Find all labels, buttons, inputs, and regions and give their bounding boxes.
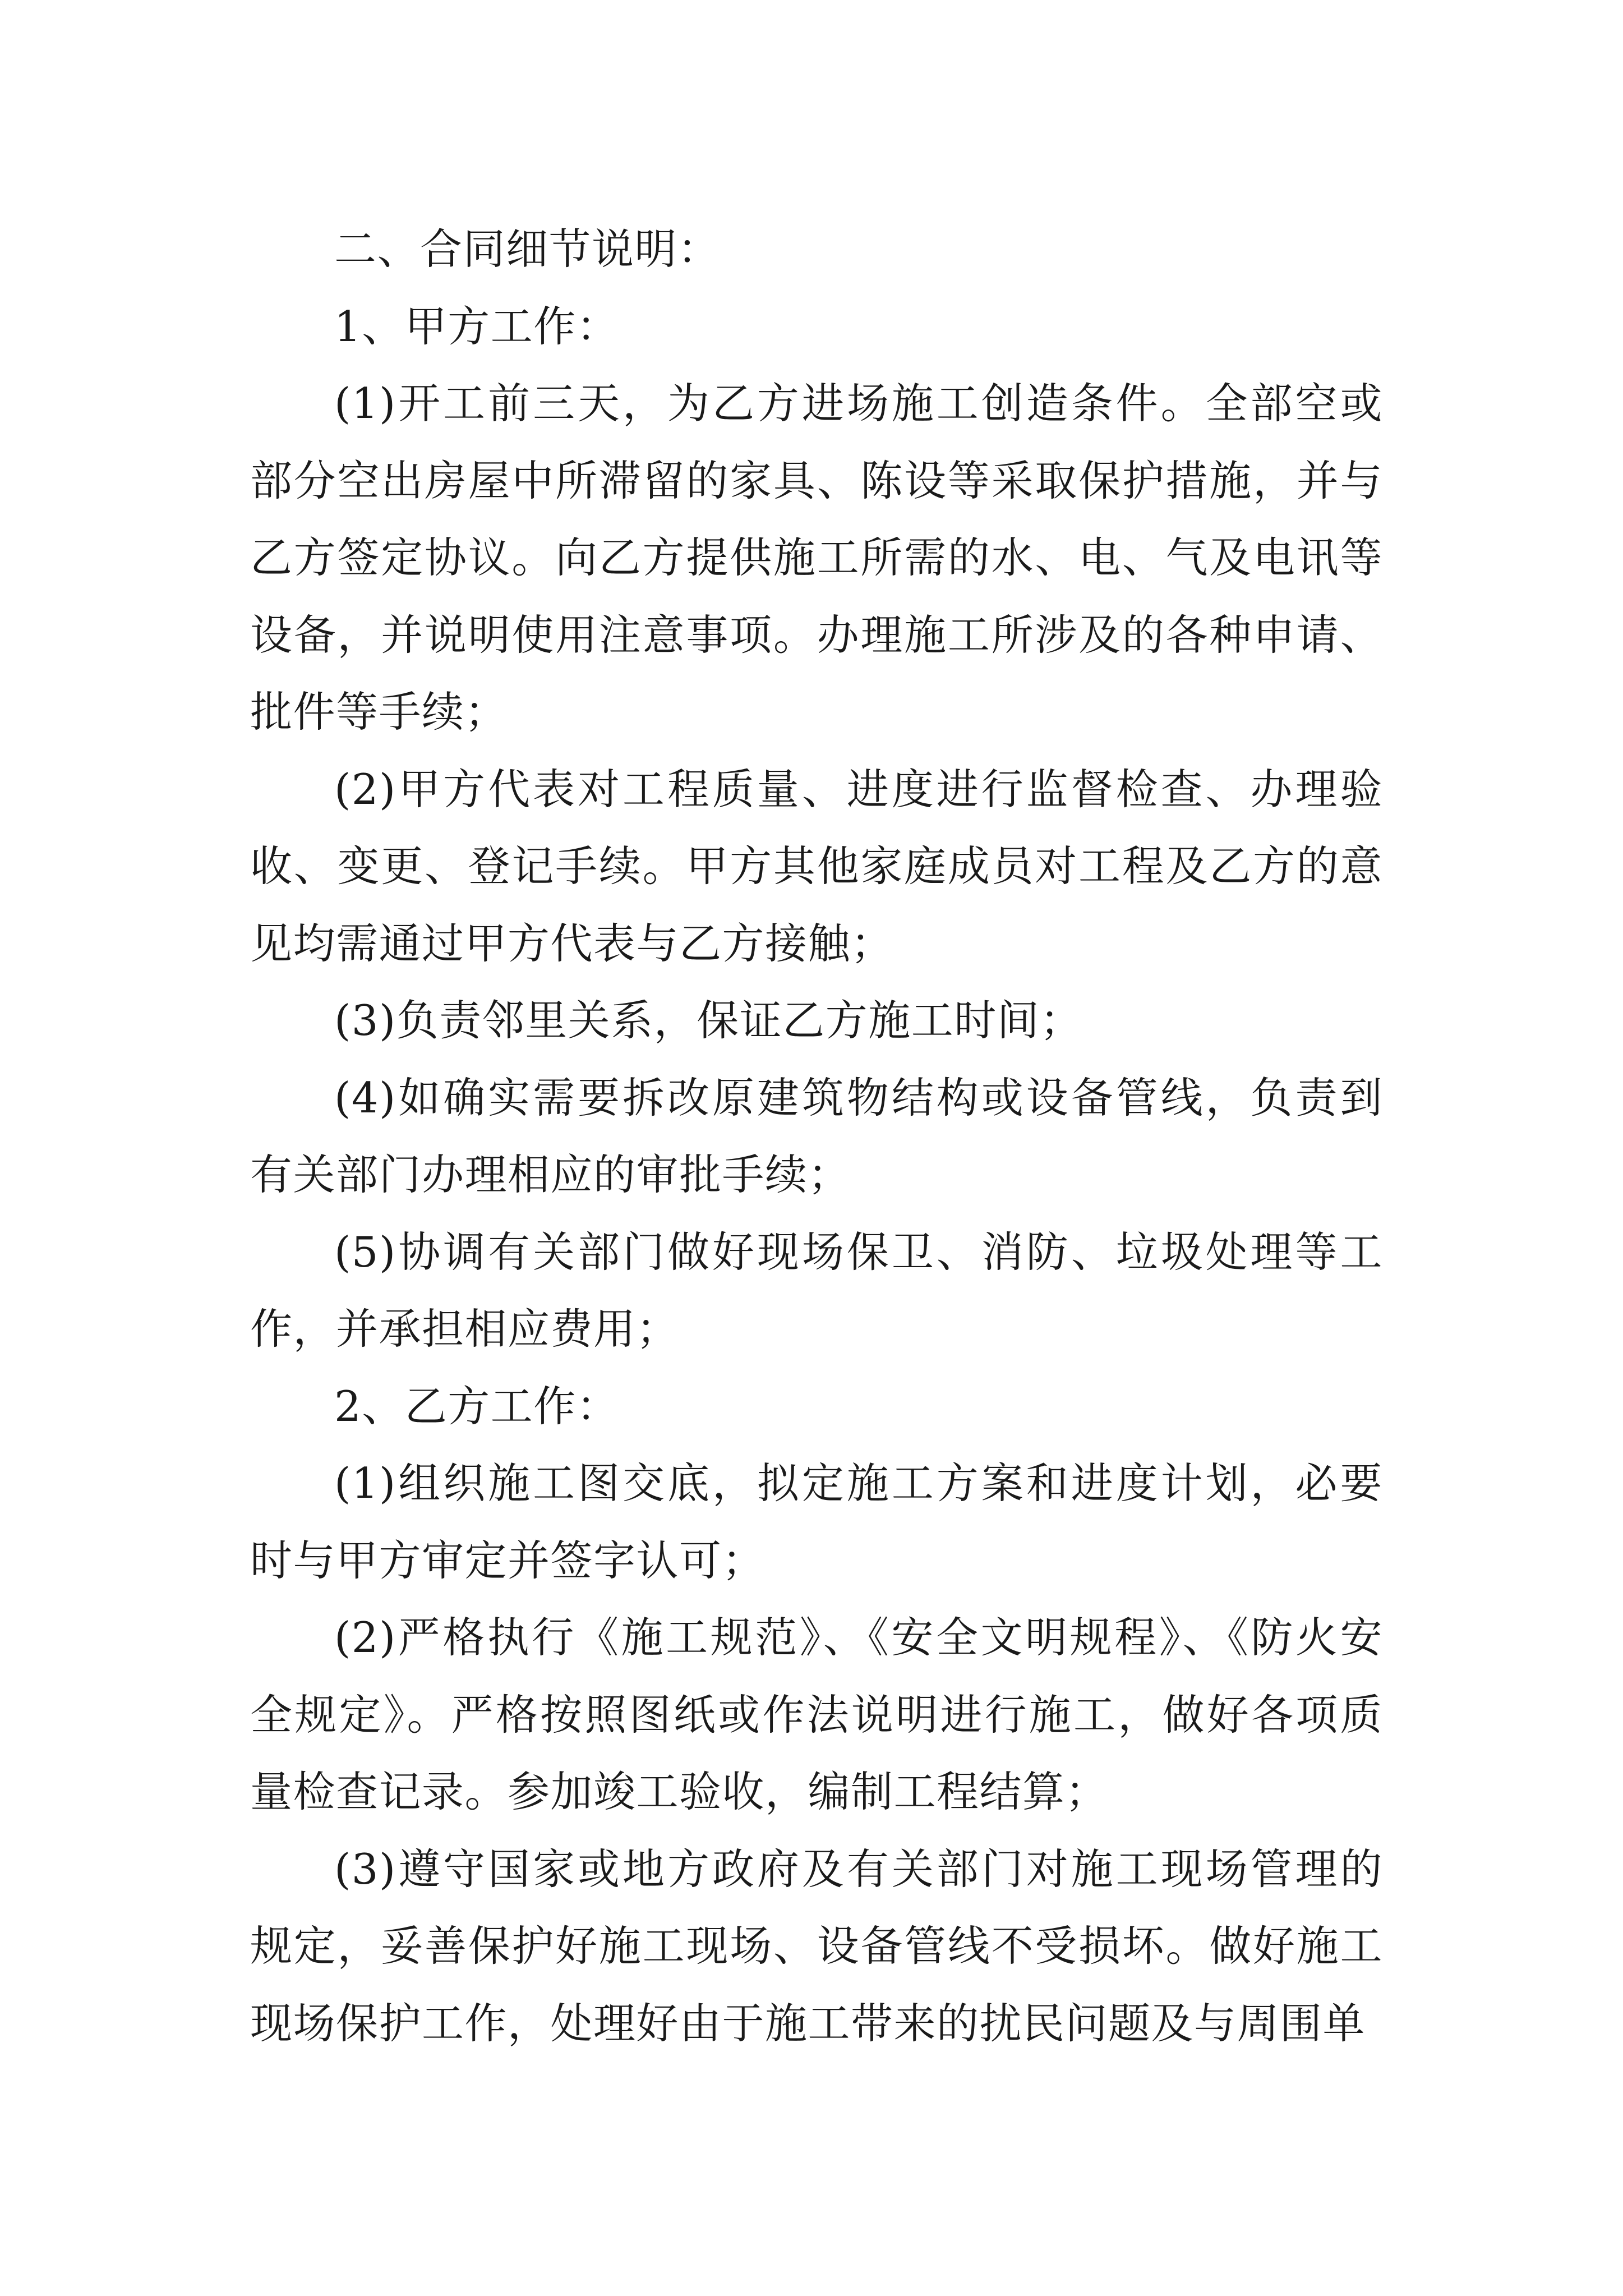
- party-a-clause-2: (2)甲方代表对工程质量、进度进行监督检查、办理验收、变更、登记手续。甲方其他家庭成员对工程及乙方的意见均需通过甲方代表与乙方接触；: [250, 764, 1383, 968]
- section-heading-contract-details: 二、合同细节说明：: [334, 224, 721, 274]
- party-a-clause-5: (5)协调有关部门做好现场保卫、消防、垃圾处理等工作，并承担相应费用；: [250, 1227, 1383, 1354]
- subsection-heading-party-a-duties: 1、甲方工作：: [334, 301, 620, 351]
- party-b-clause-1: (1)组织施工图交底，拟定施工方案和进度计划，必要时与甲方审定并签字认可；: [250, 1458, 1383, 1585]
- party-b-clause-3: (3)遵守国家或地方政府及有关部门对施工现场管理的规定，妥善保护好施工现场、设备管线不受损坏。做好施工现场保护工作，处理好由于施工带来的扰民问题及与周围单: [250, 1844, 1383, 2048]
- party-a-clause-3: (3)负责邻里关系，保证乙方施工时间；: [334, 996, 1083, 1045]
- party-a-clause-1: (1)开工前三天，为乙方进场施工创造条件。全部空或部分空出房屋中所滞留的家具、陈设等采取保护措施，并与乙方签定协议。向乙方提供施工所需的水、电、气及电讯等设备，并说明使用注意事项。办理施工所涉及的各种申请、批件等手续；: [250, 379, 1383, 737]
- subsection-heading-party-b-duties: 2、乙方工作：: [334, 1381, 620, 1431]
- document-body: [250, 211, 1383, 2062]
- party-b-clause-2: (2)严格执行《施工规范》、《安全文明规程》、《防火安全规定》。严格按照图纸或作法说明进行施工，做好各项质量检查记录。参加竣工验收，编制工程结算；: [250, 1613, 1383, 1816]
- party-a-clause-4: (4)如确实需要拆改原建筑物结构或设备管线，负责到有关部门办理相应的审批手续；: [250, 1073, 1383, 1199]
